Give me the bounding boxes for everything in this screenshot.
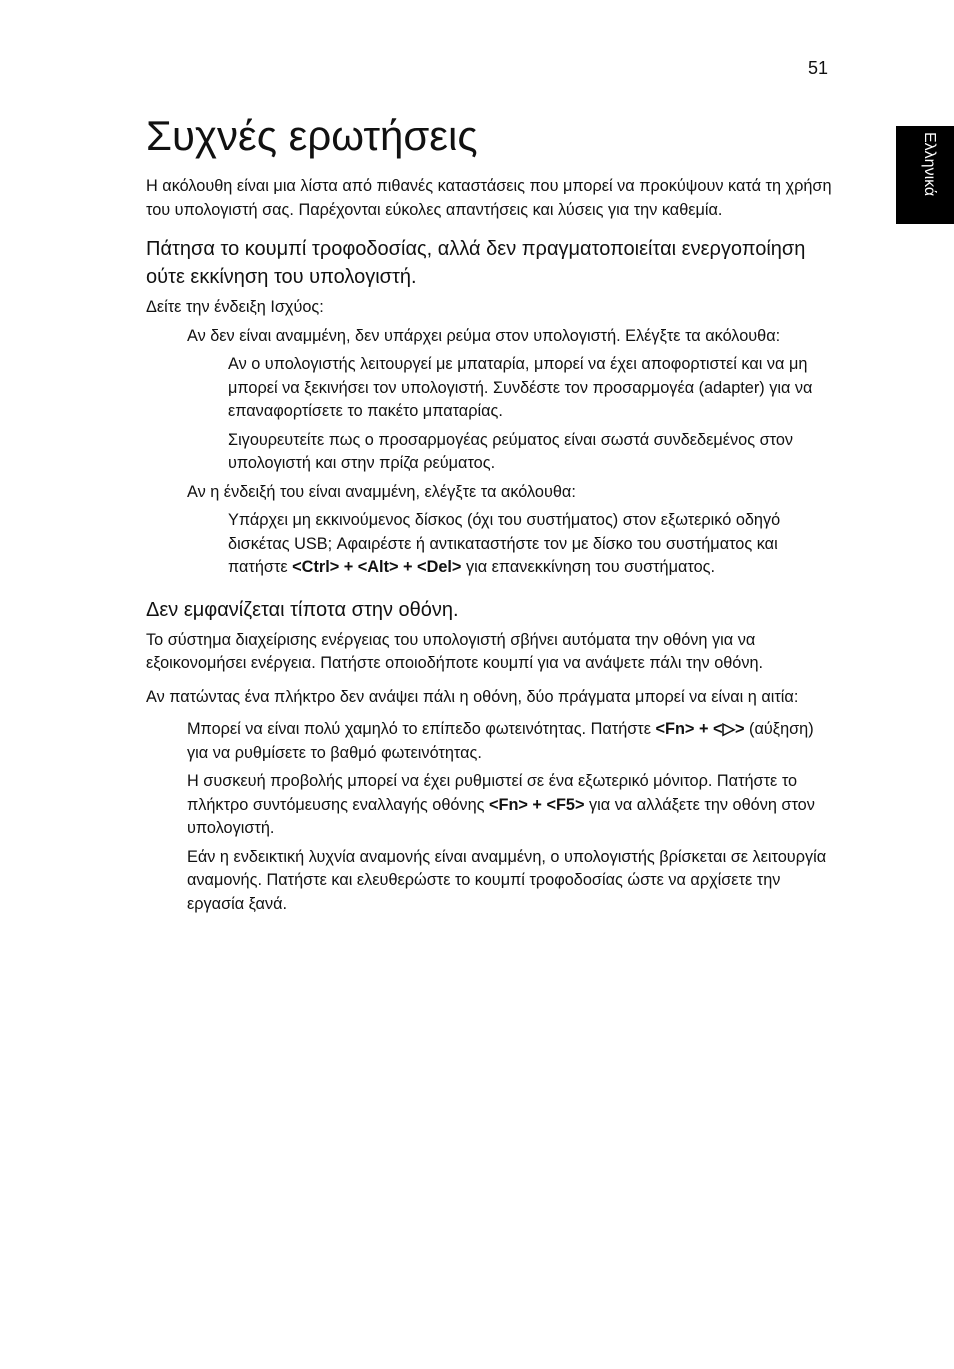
power-section-heading: Πάτησα το κουμπί τροφοδοσίας, αλλά δεν πραγματοποιείται ενεργοποίηση ούτε εκκίνηση του υπολογιστή. — [146, 238, 806, 288]
item-text: για να αλλάξετε την οθόνη στον υπολογιστή. — [187, 795, 815, 837]
page-content — [146, 110, 836, 916]
power-case-on: Αν η ένδειξή του είναι αναμμένη, ελέγξτε τα ακόλουθα: — [187, 482, 576, 501]
page-number: 51 — [807, 58, 828, 78]
power-case-on-item-1 — [228, 509, 836, 580]
key-combo-fn-brightness: <Fn> + <▷> — [655, 720, 745, 738]
screen-section-heading: Δεν εμφανίζεται τίποτα στην οθόνη. — [146, 598, 459, 621]
item-text: (αύξηση) για να ρυθμίσετε το βαθμό φωτεινότητας. — [187, 720, 814, 762]
screen-item-1 — [187, 718, 836, 765]
power-case-off-item-2: Σιγουρευτείτε πως ο προσαρμογέας ρεύματος είναι σωστά συνδεδεμένος στον υπολογιστή και στην πρίζα ρεύματος. — [228, 430, 794, 472]
page-title: Συχνές ερωτήσεις — [146, 112, 478, 159]
power-case-off-item-1: Αν ο υπολογιστής λειτουργεί με μπαταρία, μπορεί να έχει αποφορτιστεί και να μη μπορεί να ξεκινήσει τον υπολογιστή. Συνδέστε τον προσαρμογέα (adapter) για να επαναφορτίσετε το πακέτο μπαταρίας. — [228, 355, 813, 420]
language-tab-label: Ελληνικά — [921, 132, 938, 197]
screen-paragraph-1: Το σύστημα διαχείρισης ενέργειας του υπολογιστή σβήνει αυτόματα την οθόνη για να εξοικονομήσει ενέργεια. Πατήστε οποιοδήποτε κουμπί για να ανάψετε πάλι την οθόνη. — [146, 630, 764, 672]
key-combo-ctrl-alt-del: <Ctrl> + <Alt> + <Del> — [292, 558, 462, 576]
item-text: Μπορεί να είναι πολύ χαμηλό το επίπεδο φωτεινότητας. Πατήστε — [187, 720, 656, 738]
power-case-off: Αν δεν είναι αναμμένη, δεν υπάρχει ρεύμα στον υπολογιστή. Ελέγξτε τα ακόλουθα: — [187, 326, 781, 345]
screen-item-3: Εάν η ενδεικτική λυχνία αναμονής είναι αναμμένη, ο υπολογιστής βρίσκεται σε λειτουργία αναμονής. Πατήστε και ελευθερώστε το κουμπί τροφοδοσίας ώστε να αρχίσετε την εργασία ξανά. — [187, 847, 827, 913]
screen-item-2 — [187, 770, 836, 841]
intro-paragraph: Η ακόλουθη είναι μια λίστα από πιθανές καταστάσεις που μπορεί να προκύψουν κατά τη χρήση του υπολογιστή σας. Παρέχονται εύκολες απαντήσεις και λύσεις για την καθεμία. — [146, 177, 832, 219]
item-text: για επανεκκίνηση του συστήματος. — [461, 558, 716, 576]
language-tab — [896, 126, 954, 224]
item-text: Υπάρχει μη εκκινούμενος δίσκος (όχι του συστήματος) στον εξωτερικό οδηγό δισκέτας USB; Αφαιρέστε ή αντικαταστήστε τον με δίσκο του συστήματος και πατήστε — [228, 511, 781, 576]
key-combo-fn-f5: <Fn> + <F5> — [489, 795, 585, 814]
power-section-lead: Δείτε την ένδειξη Ισχύος: — [146, 298, 324, 316]
screen-paragraph-2: Αν πατώντας ένα πλήκτρο δεν ανάψει πάλι η οθόνη, δύο πράγματα μπορεί να είναι η αιτία: — [146, 687, 799, 706]
item-text: Η συσκευή προβολής μπορεί να έχει ρυθμιστεί σε ένα εξωτερικό μόνιτορ. Πατήστε το πλήκτρο συντόμευσης εναλλαγής οθόνης — [187, 772, 798, 814]
